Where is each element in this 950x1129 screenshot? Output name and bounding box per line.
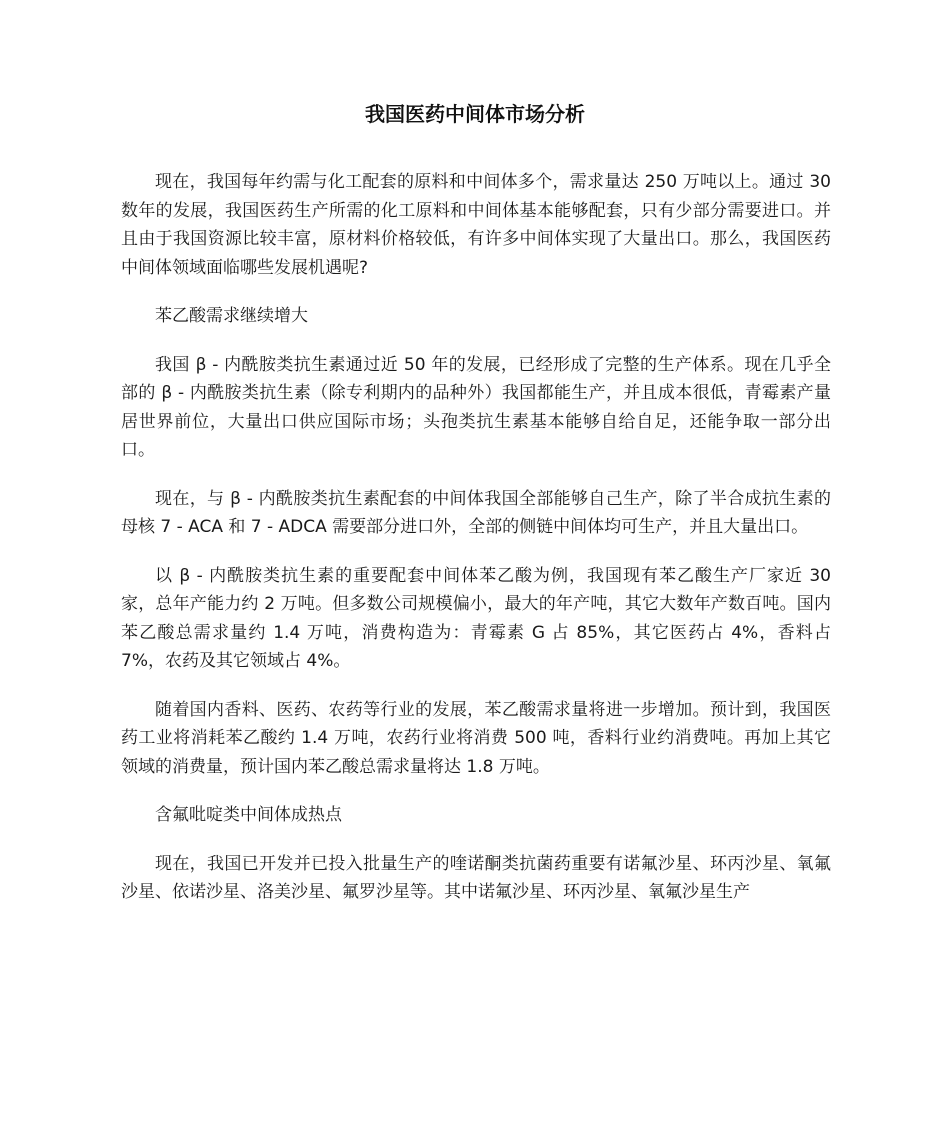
paragraph-phenylacetic-acid-capacity: 以 β - 内酰胺类抗生素的重要配套中间体苯乙酸为例，我国现有苯乙酸生产厂家近 30 家，总年产能力约 2 万吨。但多数公司规模偏小，最大的年产吨，其它大数年产数百吨。国内苯乙酸总需求量约 1.4 万吨，消费构造为：青霉素 G 占 85%，其它医药占 4%，香料占 7%，农药及其它领域占 4%。 [121,565,831,671]
document-title: 我国医药中间体市场分析 [365,102,585,126]
section-heading-phenylacetic-acid: 苯乙酸需求继续增大 [155,306,308,326]
paragraph-intro: 现在，我国每年约需与化工配套的原料和中间体多个，需求量达 250 万吨以上。通过 30 数年的发展，我国医药生产所需的化工原料和中间体基本能够配套，只有少部分需要进口。并且由于我国资源比较丰富，原材料价格较低，有许多中间体实现了大量出口。那么，我国医药中间体领域面临哪些发展机遇呢? [121,172,831,278]
document-body [121,168,831,927]
paragraph-quinolone: 现在，我国已开发并已投入批量生产的喹诺酮类抗菌药重要有诺氟沙星、环丙沙星、氧氟沙星、依诺沙星、洛美沙星、氟罗沙星等。其中诺氟沙星、环丙沙星、氧氟沙星生产 [121,853,831,902]
section-heading-fluoropyridine: 含氟吡啶类中间体成热点 [155,805,342,825]
paragraph-phenylacetic-acid-forecast: 随着国内香料、医药、农药等行业的发展，苯乙酸需求量将进一步增加。预计到，我国医药工业将消耗苯乙酸约 1.4 万吨，农药行业将消费 500 吨，香料行业约消费吨。再加上其它领域的消费量，预计国内苯乙酸总需求量将达 1.8 万吨。 [121,699,831,777]
paragraph-beta-lactam-overview: 我国 β - 内酰胺类抗生素通过近 50 年的发展，已经形成了完整的生产体系。现在几乎全部的 β - 内酰胺类抗生素（除专利期内的品种外）我国都能生产，并且成本很低，青霉素产量居世界前位，大量出口供应国际市场；头孢类抗生素基本能够自给自足，还能争取一部分出口。 [121,354,831,460]
paragraph-beta-lactam-intermediates: 现在，与 β - 内酰胺类抗生素配套的中间体我国全部能够自己生产，除了半合成抗生素的母核 7 - ACA 和 7 - ADCA 需要部分进口外，全部的侧链中间体均可生产，并且大量出口。 [121,488,831,537]
